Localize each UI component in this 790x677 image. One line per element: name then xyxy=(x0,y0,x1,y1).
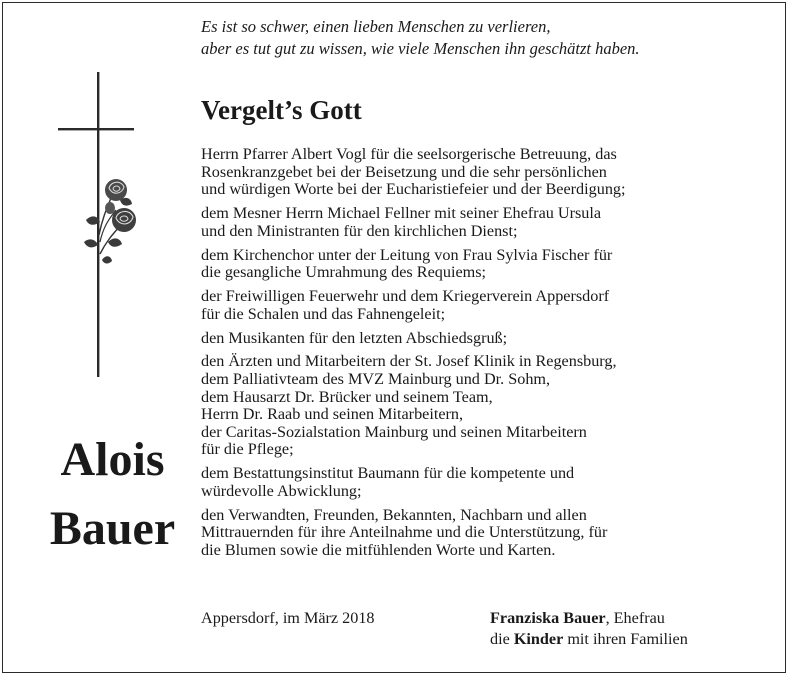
signer-children: Kinder xyxy=(513,629,564,648)
text-line: dem Palliativteam des MVZ Mainburg und Dr. Sohm, xyxy=(201,370,551,389)
signer-prefix: die xyxy=(490,629,514,648)
text-line: den Verwandten, Freunden, Bekannten, Nachbarn und allen xyxy=(201,505,587,524)
thanks-paragraph xyxy=(201,465,781,500)
thanks-paragraph xyxy=(201,353,781,459)
signature-line xyxy=(490,608,688,629)
page-title: Vergelt’s Gott xyxy=(201,95,362,125)
deceased-first-name: Alois xyxy=(60,433,165,486)
text-line: dem Hausarzt Dr. Brücker und seinem Team, xyxy=(201,387,493,406)
text-line: der Caritas-Sozialstation Mainburg und seinen Mitarbeitern xyxy=(201,422,587,441)
thanks-paragraph xyxy=(201,205,781,240)
text-line: Rosenkranzgebet bei der Beisetzung und die sehr persönlichen xyxy=(201,162,607,181)
text-line: und den Ministranten für den kirchlichen Dienst; xyxy=(201,221,518,240)
text-line: den Ärzten und Mitarbeitern der St. Josef Klinik in Regensburg, xyxy=(201,352,617,371)
text-line: den Musikanten für den letzten Abschiedsgruß; xyxy=(201,328,508,347)
opening-quote xyxy=(201,16,771,60)
text-line: für die Pflege; xyxy=(201,440,294,459)
quote-line: aber es tut gut zu wissen, wie viele Menschen ihn geschätzt haben. xyxy=(201,39,640,58)
thanks-paragraph xyxy=(201,330,781,348)
deceased-last-name: Bauer xyxy=(49,502,176,555)
cross-with-roses-icon xyxy=(56,70,156,380)
text-line: und würdigen Worte bei der Eucharistiefeier und der Beerdigung; xyxy=(201,180,626,199)
thanks-paragraph xyxy=(201,507,781,560)
text-line: für die Schalen und das Fahnengeleit; xyxy=(201,304,446,323)
thanks-list xyxy=(201,146,781,566)
text-line: die gesangliche Umrahmung des Requiems; xyxy=(201,263,487,282)
text-line: dem Mesner Herrn Michael Fellner mit seiner Ehefrau Ursula xyxy=(201,204,602,223)
text-line: dem Kirchenchor unter der Leitung von Frau Sylvia Fischer für xyxy=(201,245,613,264)
thanks-paragraph xyxy=(201,288,781,323)
text-line: die Blumen sowie die mitfühlenden Worte und Karten. xyxy=(201,540,556,559)
text-line: Mittrauernden für ihre Anteilnahme und die Unterstützung, für xyxy=(201,523,608,542)
text-line: der Freiwilligen Feuerwehr und dem Kriegerverein Appersdorf xyxy=(201,287,610,306)
thanks-paragraph xyxy=(201,146,781,199)
text-line: Herrn Pfarrer Albert Vogl für die seelsorgerische Betreuung, das xyxy=(201,145,617,163)
thanks-paragraph xyxy=(201,247,781,282)
text-line: Herrn Dr. Raab und seinen Mitarbeitern, xyxy=(201,405,464,424)
signer-relation: , Ehefrau xyxy=(605,609,665,627)
text-line: würdevolle Abwicklung; xyxy=(201,481,362,500)
signer-name: Franziska Bauer xyxy=(490,609,606,627)
signer-families: mit ihren Familien xyxy=(563,629,688,648)
signature-block xyxy=(490,608,688,649)
text-line: dem Bestattungsinstitut Baumann für die kompetente und xyxy=(201,464,575,483)
quote-line: Es ist so schwer, einen lieben Menschen zu verlieren, xyxy=(201,17,551,36)
place-and-date: Appersdorf, im März 2018 xyxy=(201,609,375,627)
signature-line xyxy=(490,629,688,650)
